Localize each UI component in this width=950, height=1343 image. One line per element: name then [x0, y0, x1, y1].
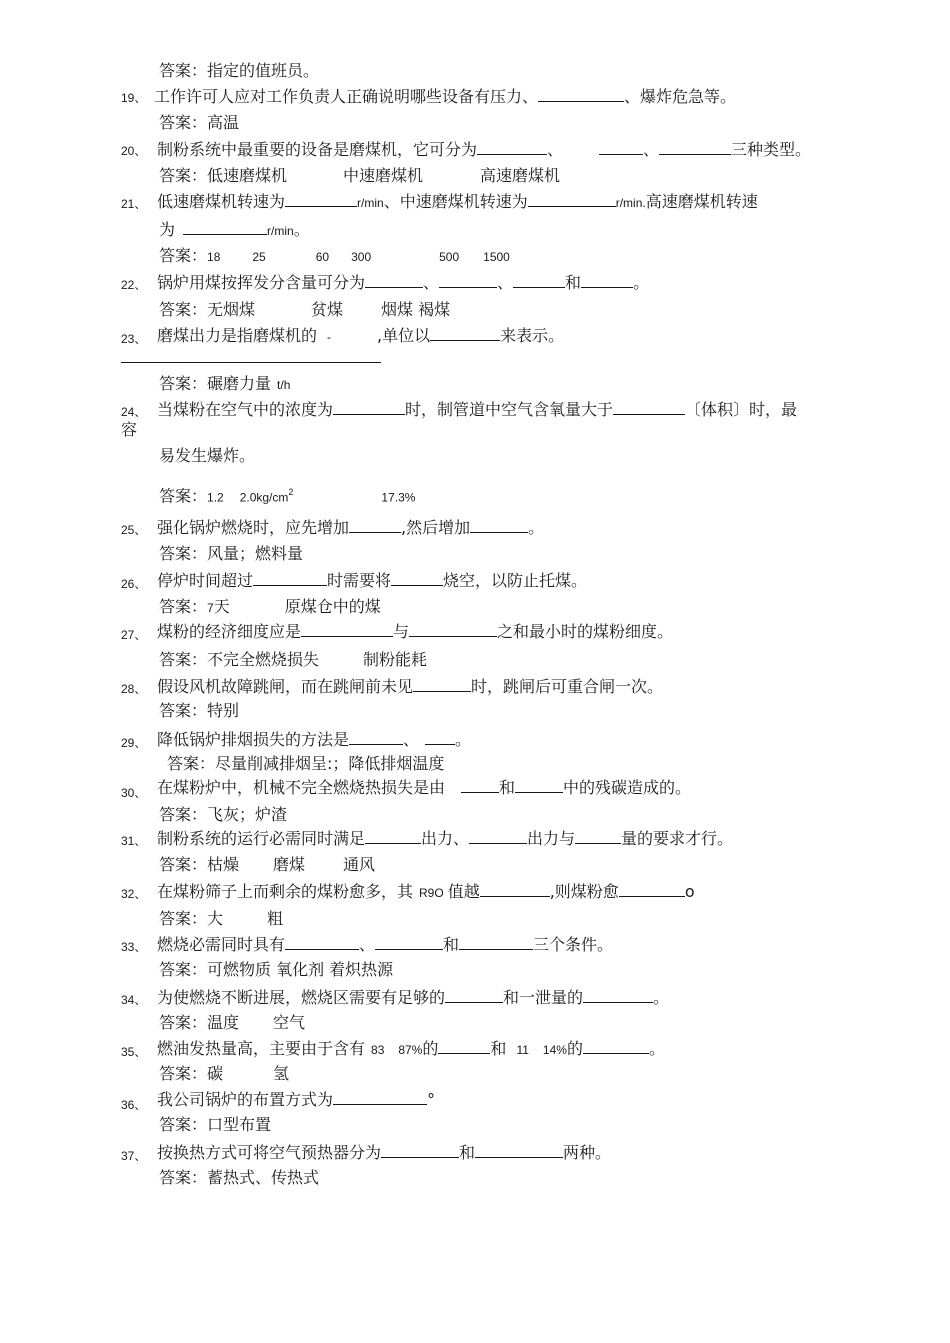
question-number: 21、 — [121, 197, 147, 211]
question-number: 34、 — [121, 993, 147, 1007]
answer-20: 答案：低速磨煤机 中速磨煤机 高速磨煤机 — [159, 166, 561, 185]
question-number: 31、 — [121, 834, 147, 848]
question-number: 36、 — [121, 1098, 147, 1112]
answer-36: 答案：口型布置 — [159, 1115, 272, 1134]
question-number: 30、 — [121, 786, 147, 800]
question-number: 28、 — [121, 682, 147, 696]
answer-18: 答案：指定的值班员。 — [159, 61, 320, 80]
question-25: 强化锅炉燃烧时，应先增加 ,然后增加 。 — [157, 518, 545, 537]
answer-19: 答案：高温 — [159, 113, 240, 132]
question-23: 磨煤出力是指磨煤机的 - ,单位以 来表示。 — [157, 326, 565, 345]
question-22: 锅炉用煤按挥发分含量可分为 、 、 和 。 — [157, 273, 650, 292]
question-21: 低速磨煤机转速为 r/min、中速磨煤机转速为 r/min.高速磨煤机转速 — [157, 192, 758, 211]
question-number: 37、 — [121, 1149, 147, 1163]
question-24-line2: 易发生爆炸。 — [159, 446, 256, 465]
question-31: 制粉系统的运行必需同时满足 出力、 出力与 量的要求才行。 — [157, 829, 734, 848]
question-21-line2: 为 r/min。 — [159, 220, 310, 239]
question-24: 当煤粉在空气中的浓度为 时，制管道中空气含氧量大于 〔体积〕时，最 — [157, 400, 798, 419]
question-30: 在煤粉炉中，机械不完全燃烧热损失是由 和 中的残碳造成的。 — [157, 778, 692, 797]
answer-29: 答案：尽量削减排烟呈:；降低排烟温度 — [167, 754, 445, 773]
question-35: 燃油发热量高，主要由于含有 83 87%的 和 11 14%的 。 — [157, 1039, 665, 1058]
answer-31: 答案：枯燥 磨煤 通风 — [159, 855, 376, 874]
question-number: 26、 — [121, 577, 147, 591]
question-number: 27、 — [121, 628, 147, 642]
question-37: 按换热方式可将空气预热器分为 和 两种。 — [157, 1143, 612, 1162]
question-19: 工作许可人应对工作负责人正确说明哪些设备有压力、 、爆炸危急等。 — [154, 87, 737, 106]
question-20: 制粉系统中最重要的设备是磨煤机，它可分为 、 、 三种类型。 — [157, 140, 812, 159]
question-number: 24、 — [121, 405, 147, 419]
question-24-wrap: 容 — [121, 420, 138, 439]
answer-33: 答案：可燃物质 氧化剂 着炽热源 — [159, 960, 394, 979]
answer-23: 答案：碾磨力量 t/h — [159, 374, 291, 393]
answer-25: 答案：风量；燃料量 — [159, 544, 304, 563]
answer-32: 答案：大 粗 — [159, 909, 284, 928]
question-number: 35、 — [121, 1045, 147, 1059]
question-number: 19、 — [121, 91, 147, 105]
answer-27: 答案：不完全燃烧损失 制粉能耗 — [159, 650, 428, 669]
question-number: 33、 — [121, 940, 147, 954]
question-29: 降低锅炉排烟损失的方法是 、 。 — [157, 730, 472, 749]
underline-blank — [121, 362, 381, 363]
question-28: 假设风机故障跳闸，而在跳闸前未见 时，跳闸后可重合闸一次。 — [157, 677, 664, 696]
question-33: 燃烧必需同时具有 、 和 三个条件。 — [157, 935, 614, 954]
answer-35: 答案：碳 氢 — [159, 1064, 290, 1083]
question-number: 20、 — [121, 144, 147, 158]
answer-24: 答案：1.2 $2.0kg/cm^2$ 17.3% — [159, 486, 416, 506]
question-32: 在煤粉筛子上而剩余的煤粉愈多，其 R9O 值越 ,则煤粉愈 o — [157, 882, 695, 901]
question-36: 我公司锅炉的布置方式为 ° — [157, 1090, 436, 1109]
question-34: 为使燃烧不断进展，燃烧区需要有足够的 和一泄量的 。 — [157, 988, 670, 1007]
answer-30: 答案：飞灰；炉渣 — [159, 805, 288, 824]
question-27: 煤粉的经济细度应是 与 之和最小时的煤粉细度。 — [157, 622, 674, 641]
answer-22: 答案：无烟煤 贫煤 烟煤 褐煤 — [159, 300, 451, 319]
question-number: 32、 — [121, 887, 147, 901]
answer-34: 答案：温度 空气 — [159, 1013, 306, 1032]
question-number: 23、 — [121, 332, 147, 346]
answer-37: 答案：蓄热式、传热式 — [159, 1168, 320, 1187]
answer-28: 答案：特别 — [159, 701, 240, 720]
question-number: 22、 — [121, 278, 147, 292]
question-number: 29、 — [121, 736, 147, 750]
question-26: 停炉时间超过 时需要将 烧空，以防止托煤。 — [157, 571, 588, 590]
answer-21: 答案：18 25 60 300 500 1500 — [159, 246, 510, 265]
answer-26: 答案：7天 原煤仓中的煤 — [159, 597, 381, 616]
question-number: 25、 — [121, 523, 147, 537]
